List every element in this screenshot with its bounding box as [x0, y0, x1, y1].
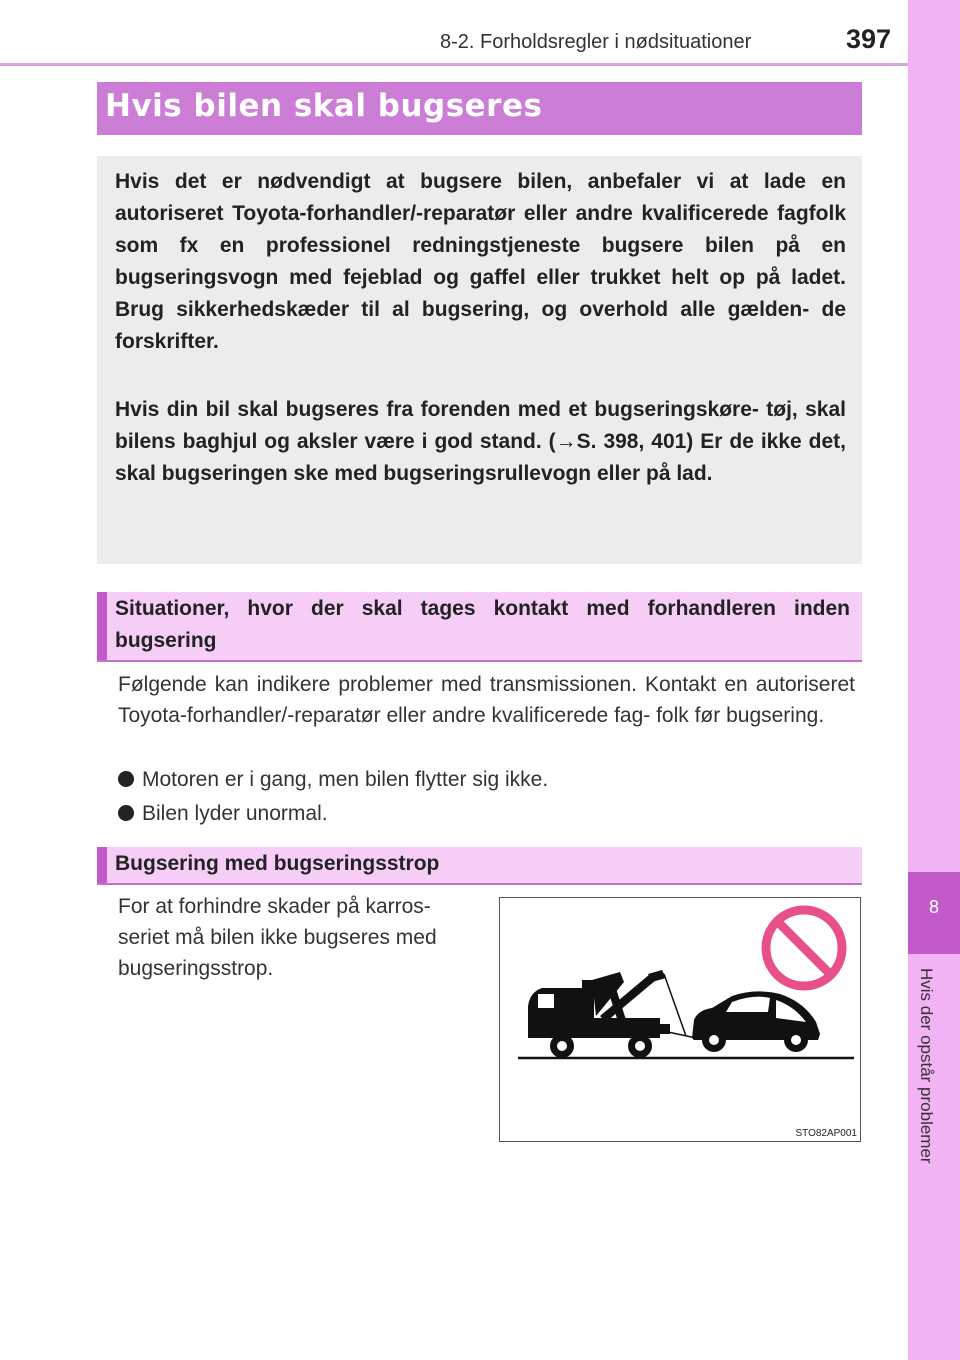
- section-heading-tow-strap: [97, 847, 862, 885]
- tow-strap-illustration: [499, 897, 861, 1142]
- tow-truck-icon: [528, 970, 670, 1058]
- bullet-icon: [118, 771, 134, 787]
- section2-body: For at forhindre skader på karros- seriet må bilen ikke bugseres med bugseringsstrop.: [118, 895, 437, 980]
- list-item: Motoren er i gang, men bilen flytter sig ikke.: [118, 764, 548, 795]
- chapter-number: 8: [928, 897, 939, 917]
- tow-illustration-svg: [500, 898, 860, 1141]
- list-item: Bilen lyder unormal.: [118, 798, 328, 829]
- header-section-title: 8-2. Forholdsregler i nødsituationer: [440, 31, 752, 53]
- intro-paragraph-1: Hvis det er nødvendigt at bugsere bilen, anbefaler vi at lade en autoriseret Toyota-forhandler/-reparatør eller andre kvalificerede fagfolk som fx en professionel redningstjeneste bugsere bilen på en bugseringsvogn med fejeblad og gaffel eller trukket helt op på ladet. Brug sikkerhedskæder til al bugsering, og overhold alle gælden- de forskrifter.: [115, 170, 846, 353]
- prohibition-icon: [766, 910, 842, 986]
- intro-box: [97, 156, 862, 564]
- header-divider: [0, 63, 908, 66]
- section-heading-contact-dealer: [97, 592, 862, 662]
- bullet-icon: [118, 805, 134, 821]
- page-number: 397: [846, 24, 892, 54]
- car-icon: [692, 991, 820, 1052]
- section-heading-text: Situationer, hvor der skal tages kontakt med forhandleren inden bugsering: [115, 597, 850, 652]
- section1-body: Følgende kan indikere problemer med transmissionen. Kontakt en autoriseret Toyota-forhandler/-reparatør eller andre kvalificerede fag- folk før bugsering.: [118, 673, 855, 727]
- section-heading-text: Bugsering med bugseringsstrop: [115, 852, 440, 875]
- intro-paragraph-2: Hvis din bil skal bugseres fra forenden med et bugseringskøre- tøj, skal bilens baghjul og aksler være i god stand. (→S. 398, 401) Er de ikke det, skal bugseringen ske med bugseringsrullevogn eller på lad.: [115, 398, 846, 485]
- main-title: Hvis bilen skal bugseres: [105, 88, 543, 124]
- chapter-title: Hvis der opstår problemer: [917, 968, 936, 1164]
- figure-id: STO82AP001: [795, 1128, 857, 1139]
- main-title-bar: [97, 82, 862, 135]
